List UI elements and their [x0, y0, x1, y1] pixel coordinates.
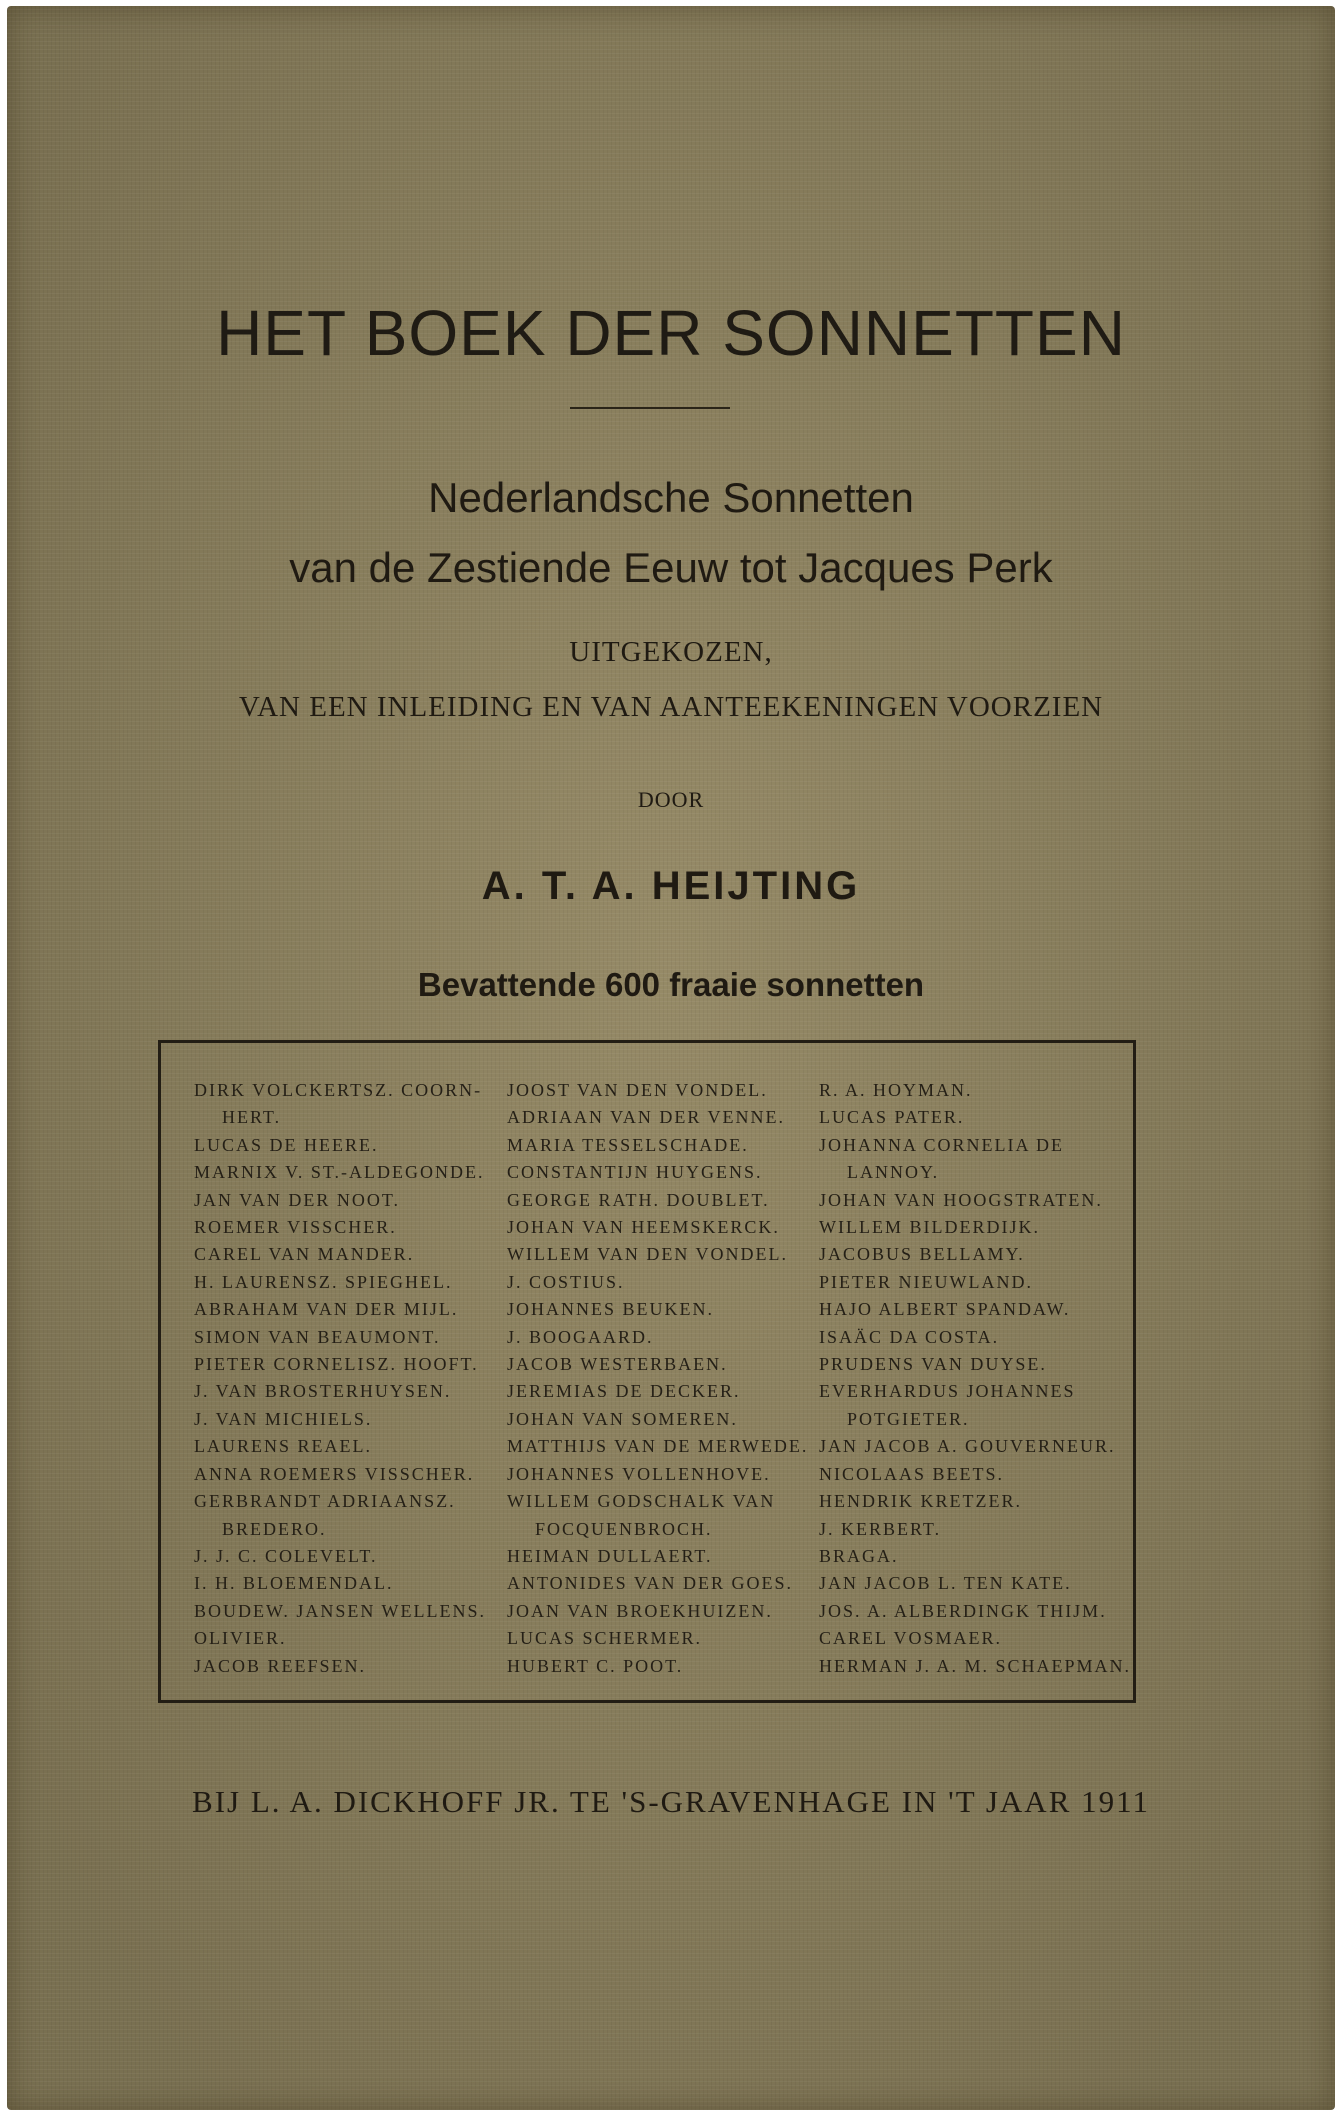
poet-name: JAN JACOB L. TEN KATE.: [819, 1573, 1072, 1594]
poet-name: J. VAN BROSTERHUYSEN.: [194, 1381, 452, 1402]
poet-name: JACOB WESTERBAEN.: [507, 1354, 728, 1375]
poet-name: J. COSTIUS.: [507, 1271, 625, 1292]
poet-name: JOHANNA CORNELIA DE: [819, 1134, 1064, 1155]
poet-name: JOOST VAN DEN VONDEL.: [507, 1080, 768, 1100]
poet-name: LUCAS PATER.: [819, 1107, 965, 1128]
poet-name: J. BOOGAARD.: [507, 1326, 654, 1347]
poet-name: LUCAS DE HEERE.: [194, 1134, 379, 1155]
poet-name: J. KERBERT.: [819, 1518, 942, 1539]
poet-name: SIMON VAN BEAUMONT.: [194, 1326, 441, 1347]
poet-name: NICOLAAS BEETS.: [819, 1463, 1005, 1484]
poet-name: JOHAN VAN HEEMSKERCK.: [507, 1217, 780, 1238]
poet-name: LANNOY.: [847, 1162, 940, 1183]
poet-name: JAN VAN DER NOOT.: [194, 1189, 401, 1210]
publisher-imprint: BIJ L. A. DICKHOFF JR. TE 'S-GRAVENHAGE IN 'T JAAR 1911: [192, 1784, 1150, 1819]
poet-column-2: [507, 1077, 807, 1680]
poet-name: EVERHARDUS JOHANNES: [819, 1381, 1076, 1402]
poet-name: HENDRIK KRETZER.: [819, 1491, 1022, 1512]
poet-name: ADRIAAN VAN DER VENNE.: [507, 1107, 786, 1128]
poet-name: ROEMER VISSCHER.: [194, 1217, 397, 1238]
poet-name: JACOB REEFSEN.: [194, 1655, 367, 1676]
poet-name: ABRAHAM VAN DER MIJL.: [194, 1299, 459, 1320]
poet-name: JEREMIAS DE DECKER.: [507, 1381, 741, 1402]
poet-name: JACOBUS BELLAMY.: [819, 1244, 1025, 1265]
poet-name: HUBERT C. POOT.: [507, 1655, 684, 1676]
poet-name: FOCQUENBROCH.: [535, 1518, 713, 1539]
poet-name: MATTHIJS VAN DE MERWEDE.: [507, 1436, 809, 1457]
poet-name: WILLEM GODSCHALK VAN: [507, 1491, 776, 1512]
poet-name: ISAÄC DA COSTA.: [819, 1326, 1000, 1347]
poet-name: POTGIETER.: [847, 1408, 970, 1429]
poet-name: JOAN VAN BROEKHUIZEN.: [507, 1600, 773, 1621]
subtitle-line-2: van de Zestiende Eeuw tot Jacques Perk: [289, 544, 1053, 591]
subtitle-line-1: Nederlandsche Sonnetten: [428, 474, 914, 521]
poet-name: PIETER NIEUWLAND.: [819, 1271, 1033, 1292]
poet-name: H. LAURENSZ. SPIEGHEL.: [194, 1271, 453, 1292]
poet-name: GERBRANDT ADRIAANSZ.: [194, 1491, 456, 1512]
book-title: HET BOEK DER SONNETTEN: [216, 297, 1126, 369]
poet-name: JAN JACOB A. GOUVERNEUR.: [819, 1436, 1116, 1457]
poet-name: BRAGA.: [819, 1545, 899, 1566]
poet-name: JOHAN VAN SOMEREN.: [507, 1408, 738, 1429]
poet-name: DIRK VOLCKERTSZ. COORN-: [194, 1080, 483, 1100]
poet-name: JOS. A. ALBERDINGK THIJM.: [819, 1600, 1107, 1621]
poet-name: GEORGE RATH. DOUBLET.: [507, 1189, 770, 1210]
chosen-note: UITGEKOZEN,: [569, 636, 773, 668]
poet-name: WILLEM BILDERDIJK.: [819, 1217, 1040, 1238]
poet-name: CAREL VOSMAER.: [819, 1628, 1003, 1649]
poet-name: LAURENS REAEL.: [194, 1436, 372, 1457]
poet-name: WILLEM VAN DEN VONDEL.: [507, 1244, 788, 1265]
author-name: A. T. A. HEIJTING: [481, 864, 861, 908]
poet-name: BREDERO.: [222, 1518, 327, 1539]
poet-name: ANTONIDES VAN DER GOES.: [507, 1573, 794, 1594]
poet-name: HEIMAN DULLAERT.: [507, 1545, 713, 1566]
poet-name: OLIVIER.: [194, 1628, 287, 1649]
poet-list-box: [158, 1040, 1136, 1703]
poet-name: JOHANNES BEUKEN.: [507, 1299, 714, 1320]
poet-column-1: [194, 1077, 494, 1680]
poet-name: R. A. HOYMAN.: [819, 1080, 973, 1100]
poet-name: JOHANNES VOLLENHOVE.: [507, 1463, 771, 1484]
title-divider: [570, 407, 730, 409]
poet-name: MARNIX V. ST.-ALDEGONDE.: [194, 1162, 485, 1183]
poet-name: JOHAN VAN HOOGSTRATEN.: [819, 1189, 1103, 1210]
poet-name: LUCAS SCHERMER.: [507, 1628, 703, 1649]
poet-name: CONSTANTIJN HUYGENS.: [507, 1162, 763, 1183]
poet-name: HERMAN J. A. M. SCHAEPMAN.: [819, 1655, 1132, 1676]
poet-name: BOUDEW. JANSEN WELLENS.: [194, 1600, 486, 1621]
poet-name: ANNA ROEMERS VISSCHER.: [194, 1463, 475, 1484]
poet-name: MARIA TESSELSCHADE.: [507, 1134, 749, 1155]
provided-note: VAN EEN INLEIDING EN VAN AANTEEKENINGEN VOORZIEN: [238, 691, 1104, 723]
poet-column-3: [819, 1077, 1132, 1680]
by-label: DOOR: [637, 787, 705, 812]
poet-name: PIETER CORNELISZ. HOOFT.: [194, 1354, 479, 1375]
poet-name: HERT.: [222, 1107, 282, 1128]
contents-note: Bevattende 600 fraaie sonnetten: [417, 966, 925, 1003]
poet-name: PRUDENS VAN DUYSE.: [819, 1354, 1047, 1375]
poet-name: J. J. C. COLEVELT.: [194, 1545, 378, 1566]
poet-name: J. VAN MICHIELS.: [194, 1408, 373, 1429]
poet-name: HAJO ALBERT SPANDAW.: [819, 1299, 1071, 1320]
book-cover: [7, 6, 1335, 2110]
poet-name: I. H. BLOEMENDAL.: [194, 1573, 394, 1594]
poet-name: CAREL VAN MANDER.: [194, 1244, 415, 1265]
